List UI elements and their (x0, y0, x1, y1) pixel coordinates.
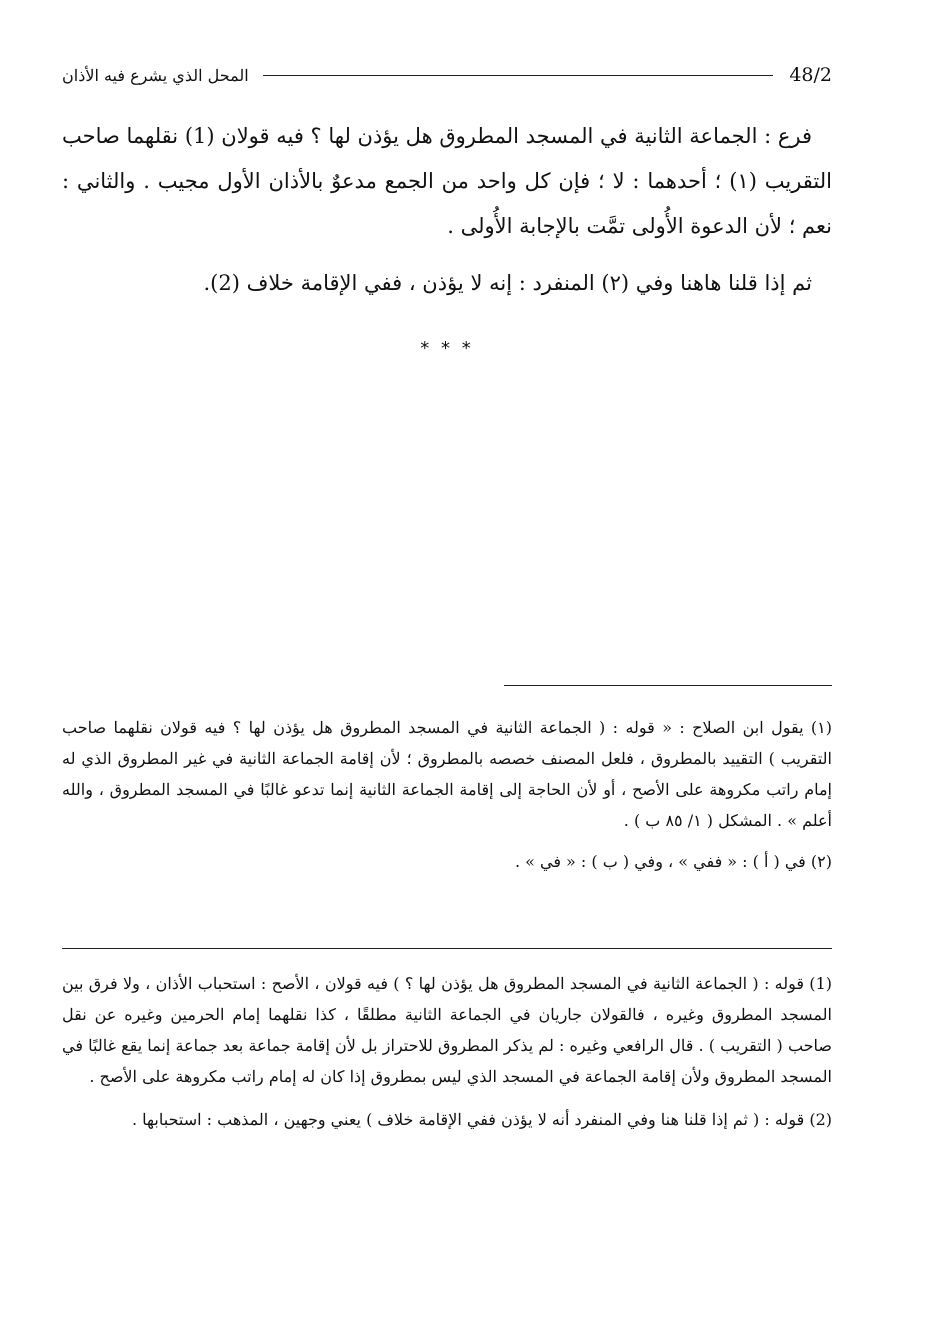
footnote-separator (504, 685, 832, 686)
commentary-note: (2) قوله : ( ثم إذا قلنا هنا وفي المنفرد أنه لا يؤذن ففي الإقامة خلاف ) يعني وجهين ، المذهب : استحبابها . (131, 1110, 832, 1129)
chapter-title: المحل الذي يشرع فيه الأذان (62, 65, 249, 85)
main-paragraph: فرع : الجماعة الثانية في المسجد المطروق هل يؤذن لها ؟ فيه قولان (1) نقلهما صاحب التقريب (١) ؛ أحدهما : لا ؛ فإن كل واحد من الجمع مدعوٌ بالأذان الأول مجيب . والثاني : نعم ؛ لأن الدعوة الأُولى تمَّت بالإجابة الأُولى . (62, 124, 833, 238)
commentary-note: (1) قوله : ( الجماعة الثانية في المسجد المطروق هل يؤذن لها ؟ ) فيه قولان ، الأصح : استحباب الأذان ، ولا فرق بين المسجد المطروق وغيره ، فالقولان جاريان في الجماعة الثانية مطلقًا ، كذا نقلهما إمام الحرمين وغيره عن نقل صاحب ( التقريب ) . قال الرافعي وغيره : لم يذكر المطروق للاحتراز بل لأن إقامة جماعة بعد جماعة إنما يقع غالبًا في المسجد المطروق ولأن إقامة الجماعة في المسجد الذي ليس بمطروق إذا كان له إمام راتب مكروهة على الأصح . (62, 974, 832, 1086)
header-rule (263, 75, 774, 76)
commentary-separator (62, 948, 832, 949)
main-paragraph: ثم إذا قلنا هاهنا وفي (٢) المنفرد : إنه لا يؤذن ، ففي الإقامة خلاف (2). (203, 271, 812, 295)
footnote: (٢) في ( أ ) : « ففي » ، وفي ( ب ) : « في » . (514, 852, 832, 871)
section-end-mark: * * * (420, 338, 474, 359)
commentary-notes (62, 968, 832, 1135)
page-number: 48/2 (789, 64, 832, 86)
footnotes (62, 712, 832, 877)
main-text (62, 114, 832, 306)
running-header (62, 60, 832, 90)
footnote: (١) يقول ابن الصلاح : « قوله : ( الجماعة الثانية في المسجد المطروق هل يؤذن لها ؟ فيه قولان نقلهما صاحب التقريب ) التقييد بالمطروق ، فلعل المصنف خصصه بالمطروق ؛ لأن إقامة الجماعة الثانية في غير المطروق الذي له إمام راتب مكروهة على الأصح ، أو لأن الحاجة إلى إقامة الجماعة الثانية إنما تدعو غالبًا في المسجد المطروق ، والله أعلم » . المشكل ( ١/ ٨٥ ب ) . (62, 718, 833, 830)
book-page (62, 0, 832, 1340)
